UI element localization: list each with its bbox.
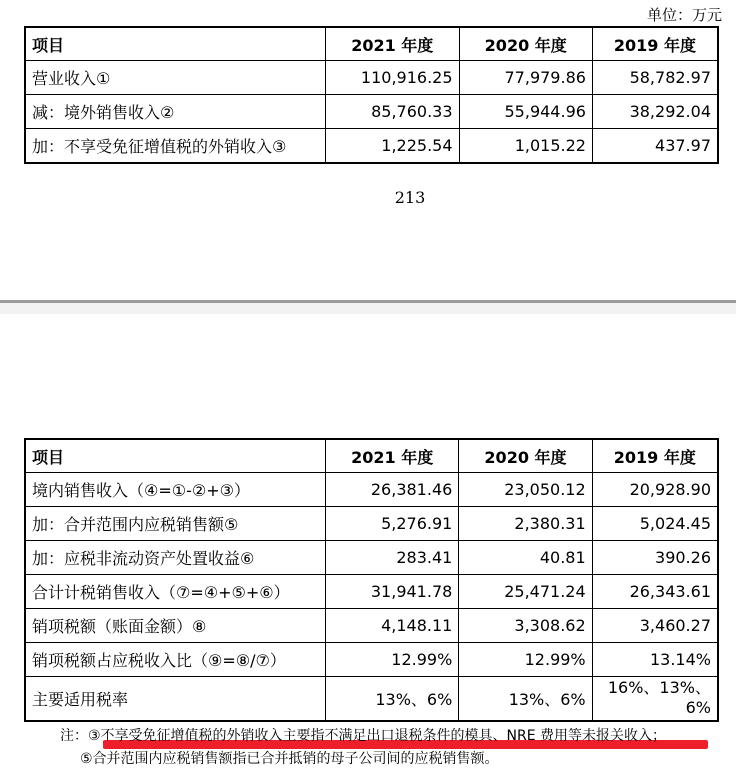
cell-2021: 85,760.33 [325, 95, 459, 129]
cell-2019: 5,024.45 [592, 507, 718, 541]
cell-2020: 12.99% [459, 643, 592, 677]
table-row [25, 541, 718, 575]
cell-2021: 283.41 [325, 541, 458, 575]
table-row [25, 643, 718, 677]
cell-2021: 4,148.11 [325, 609, 458, 643]
cell-2019 [592, 677, 718, 721]
row-label: 境内销售收入（④=①-②+③） [25, 473, 325, 507]
header-2020: 2020 年度 [459, 439, 592, 473]
table-row [25, 95, 718, 129]
cell-2020: 3,308.62 [459, 609, 592, 643]
cell-2021: 31,941.78 [325, 575, 458, 609]
row-label: 主要适用税率 [25, 677, 325, 721]
footnote-1: 注：③不享受免征增值税的外销收入主要指不满足出口退税条件的模具、NRE 费用等未报关收入； [60, 728, 667, 744]
cell-2019: 13.14% [592, 643, 718, 677]
table-row [25, 473, 718, 507]
row-label: 合计计税销售收入（⑦=④+⑤+⑥） [25, 575, 325, 609]
row-label: 销项税额占应税收入比（⑨=⑧/⑦） [25, 643, 325, 677]
header-2020: 2020 年度 [459, 27, 592, 61]
row-label: 加：合并范围内应税销售额⑤ [25, 507, 325, 541]
cell-2021: 13%、6% [325, 677, 458, 721]
cell-2019-line2: 6% [685, 698, 711, 718]
cell-2019: 26,343.61 [592, 575, 718, 609]
page-number: 213 [394, 188, 426, 207]
cell-2020: 40.81 [459, 541, 592, 575]
cell-2020: 25,471.24 [459, 575, 592, 609]
cell-2020: 23,050.12 [459, 473, 592, 507]
header-2021: 2021 年度 [325, 439, 458, 473]
cell-2019: 58,782.97 [592, 61, 718, 95]
cell-2021: 110,916.25 [325, 61, 459, 95]
cell-2019: 390.26 [592, 541, 718, 575]
header-item: 项目 [25, 439, 325, 473]
cell-2020: 2,380.31 [459, 507, 592, 541]
table-row [25, 129, 718, 163]
revenue-table [24, 26, 719, 164]
cell-2020: 77,979.86 [459, 61, 592, 95]
cell-2021: 5,276.91 [325, 507, 458, 541]
table-row [25, 575, 718, 609]
row-label: 营业收入① [25, 61, 325, 95]
cell-2020: 55,944.96 [459, 95, 592, 129]
cell-2021: 12.99% [325, 643, 458, 677]
table-header-row [25, 439, 718, 473]
footnote-2: ⑤合并范围内应税销售额指已合并抵销的母子公司间的应税销售额。 [80, 751, 499, 767]
header-2021: 2021 年度 [325, 27, 459, 61]
cell-2019: 38,292.04 [592, 95, 718, 129]
cell-2020: 1,015.22 [459, 129, 592, 163]
row-label: 减：境外销售收入② [25, 95, 325, 129]
row-label: 加：应税非流动资产处置收益⑥ [25, 541, 325, 575]
cell-2020: 13%、6% [459, 677, 592, 721]
tax-reconciliation-table [24, 438, 719, 722]
header-2019: 2019 年度 [592, 27, 718, 61]
table-row [25, 507, 718, 541]
table-header-row [25, 27, 718, 61]
unit-label: 单位：万元 [646, 6, 722, 24]
table-row [25, 61, 718, 95]
header-item: 项目 [25, 27, 325, 61]
cell-2021: 1,225.54 [325, 129, 459, 163]
page-break-divider [0, 300, 736, 314]
cell-2019: 20,928.90 [592, 473, 718, 507]
cell-2019: 3,460.27 [592, 609, 718, 643]
row-label: 销项税额（账面金额）⑧ [25, 609, 325, 643]
row-label: 加：不享受免征增值税的外销收入③ [25, 129, 325, 163]
table-row [25, 677, 718, 721]
cell-2021: 26,381.46 [325, 473, 458, 507]
header-2019: 2019 年度 [592, 439, 718, 473]
cell-2019: 437.97 [592, 129, 718, 163]
table-row [25, 609, 718, 643]
cell-2019-line1: 16%、13%、 [607, 678, 711, 698]
